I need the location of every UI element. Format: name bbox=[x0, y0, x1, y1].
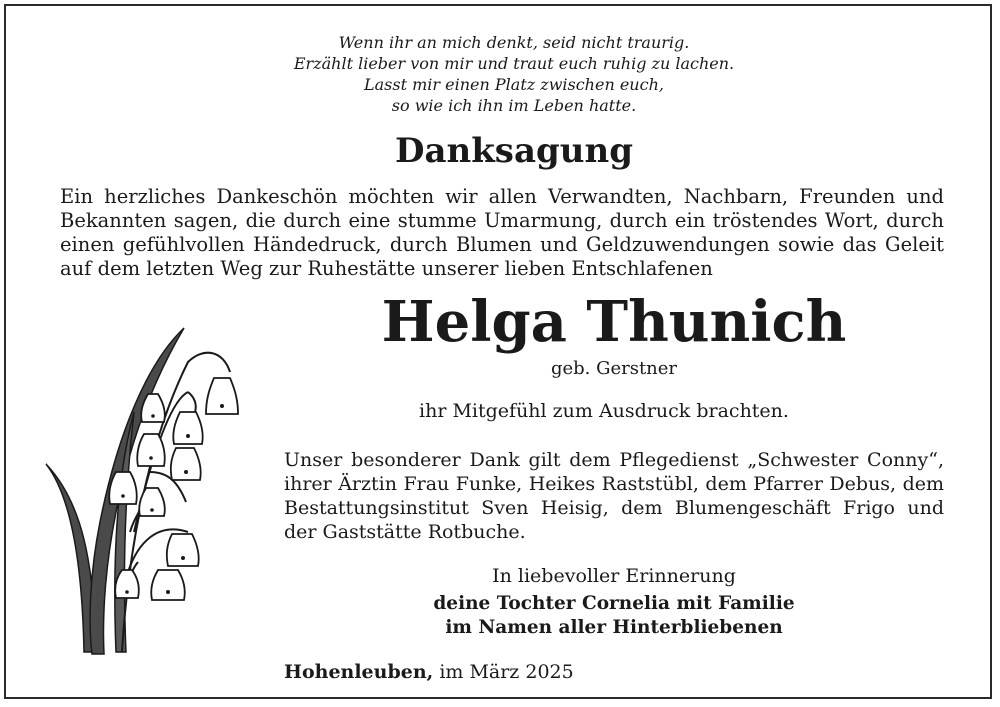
place-date-text: im März 2025 bbox=[439, 661, 574, 683]
poem-line: Wenn ihr an mich denkt, seid nicht traurig. bbox=[338, 33, 690, 52]
family-signature bbox=[300, 592, 928, 640]
lily-of-the-valley-icon bbox=[38, 322, 248, 662]
family-line: im Namen aller Hinterbliebenen bbox=[445, 617, 783, 638]
family-line: deine Tochter Cornelia mit Familie bbox=[433, 593, 795, 614]
heading: Danksagung bbox=[395, 131, 633, 171]
thanks-text: Unser besonderer Dank gilt dem Pflegedienst „Schwester Conny“, ihrer Ärztin Frau Funke, Heikes Raststübl, dem Pfarrer Debus, dem Bestattungsinstitut Sven Heisig, dem Blumengeschäft Frigo und der Gaststätte Rotbuche. bbox=[284, 449, 944, 543]
place-town: Hohenleuben, bbox=[284, 661, 434, 683]
memory-line: In liebevoller Erinnerung bbox=[492, 565, 736, 587]
poem-line: so wie ich ihn im Leben hatte. bbox=[391, 96, 637, 115]
birth-name: geb. Gerstner bbox=[550, 358, 678, 379]
intro-text: Ein herzliches Dankeschön möchten wir allen Verwandten, Nachbarn, Freunden und Bekannten sagen, die durch eine stumme Umarmung, durch ein tröstendes Wort, durch einen gefühlvollen Händedruck, durch Blumen und Geldzuwendungen sowie das Geleit auf dem letzten Weg zur Ruhestätte unserer lieben Entschlafenen bbox=[60, 185, 944, 280]
poem-line: Erzählt lieber von mir und traut euch ruhig zu lachen. bbox=[293, 54, 735, 73]
poem bbox=[186, 32, 842, 116]
deceased-name: Helga Thunich bbox=[381, 289, 847, 355]
sympathy-text: ihr Mitgefühl zum Ausdruck brachten. bbox=[419, 400, 789, 422]
poem-line: Lasst mir einen Platz zwischen euch, bbox=[364, 75, 664, 94]
place-date bbox=[284, 660, 574, 684]
